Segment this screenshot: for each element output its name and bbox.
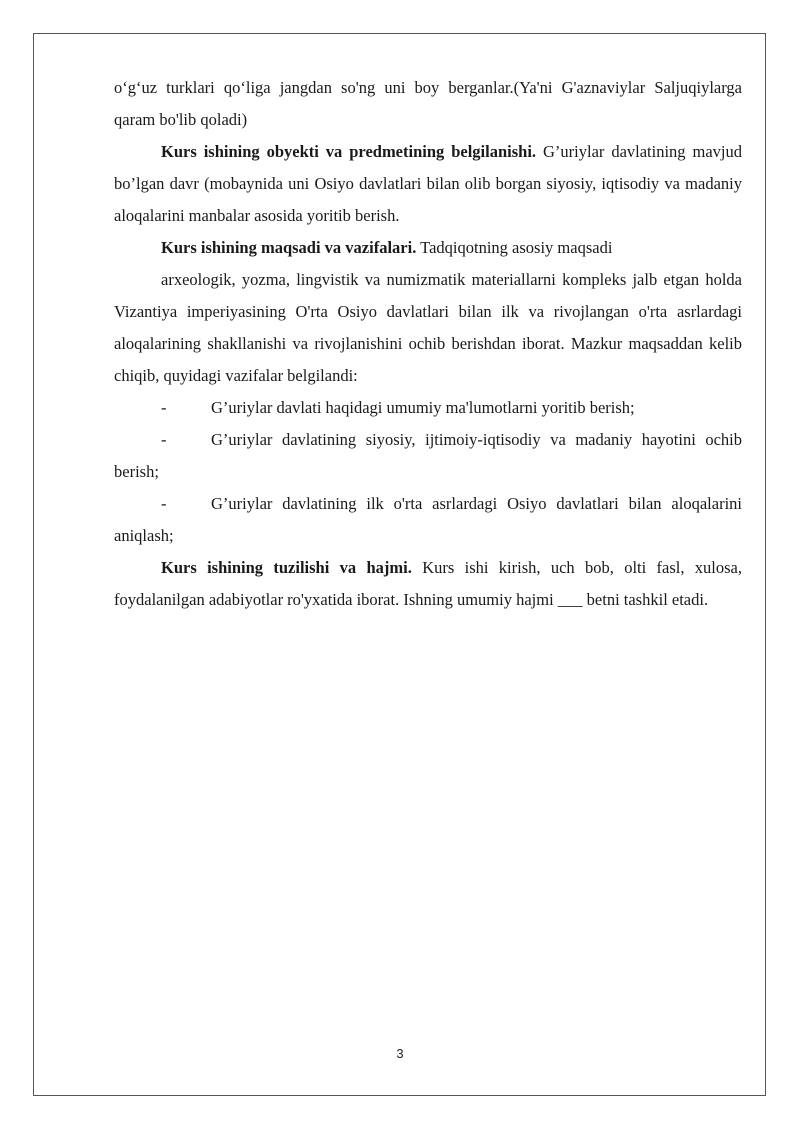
text-object-subject: G’uriylar davlatining mavjud bo’lgan davr (mobaynida uni Osiyo davlatlari bilan olib borgan siyosiy, iqtisodiy va madaniy aloqalarini manbalar asosida yoritib berish. xyxy=(114,142,742,225)
page-number: 3 xyxy=(396,1046,404,1061)
list-item xyxy=(114,392,742,424)
paragraph-structure-volume xyxy=(114,552,742,616)
text-goal-tasks: Tadqiqotning asosiy maqsadi xyxy=(416,238,613,257)
list-marker: - xyxy=(161,430,167,449)
list-marker: - xyxy=(161,494,167,513)
list-item xyxy=(114,424,742,488)
paragraph-object-subject xyxy=(114,136,742,232)
list-item-text: G’uriylar davlatining siyosiy, ijtimoiy-iqtisodiy va madaniy hayotini ochib berish; xyxy=(114,430,742,481)
text-structure-volume: Kurs ishi kirish, uch bob, olti fasl, xulosa, foydalanilgan adabiyotlar ro'yxatida iborat. Ishning umumiy hajmi ___ betni tashkil etadi. xyxy=(114,558,743,609)
heading-structure-volume: Kurs ishining tuzilishi va hajmi. xyxy=(161,558,412,577)
heading-object-subject: Kurs ishining obyekti va predmetining belgilanishi. xyxy=(161,142,537,161)
list-item-text: G’uriylar davlatining ilk o'rta asrlardagi Osiyo davlatlari bilan aloqalarini aniqlash; xyxy=(114,494,742,545)
list-item xyxy=(114,488,742,552)
list-marker: - xyxy=(161,398,167,417)
list-item-text: G’uriylar davlati haqidagi umumiy ma'lumotlarni yoritib berish; xyxy=(211,398,635,417)
paragraph-intro-continuation: o‘g‘uz turklari qo‘liga jangdan so'ng uni boy berganlar.(Ya'ni G'aznaviylar Saljuqiylarga qaram bo'lib qoladi) xyxy=(114,78,742,129)
body-text xyxy=(114,72,742,616)
heading-goal-tasks: Kurs ishining maqsadi va vazifalari. xyxy=(161,238,417,257)
paragraph-goal-tasks xyxy=(114,232,742,264)
paragraph-goal-description: arxeologik, yozma, lingvistik va numizmatik materiallarni kompleks jalb etgan holda Vizantiya imperiyasining O'rta Osiyo davlatlari bilan ilk va rivojlangan o'rta asrlardagi aloqalarining shakllanishi va rivojlanishini ochib berishdan iborat. Mazkur maqsaddan kelib chiqib, quyidagi vazifalar belgilandi: xyxy=(114,270,742,385)
